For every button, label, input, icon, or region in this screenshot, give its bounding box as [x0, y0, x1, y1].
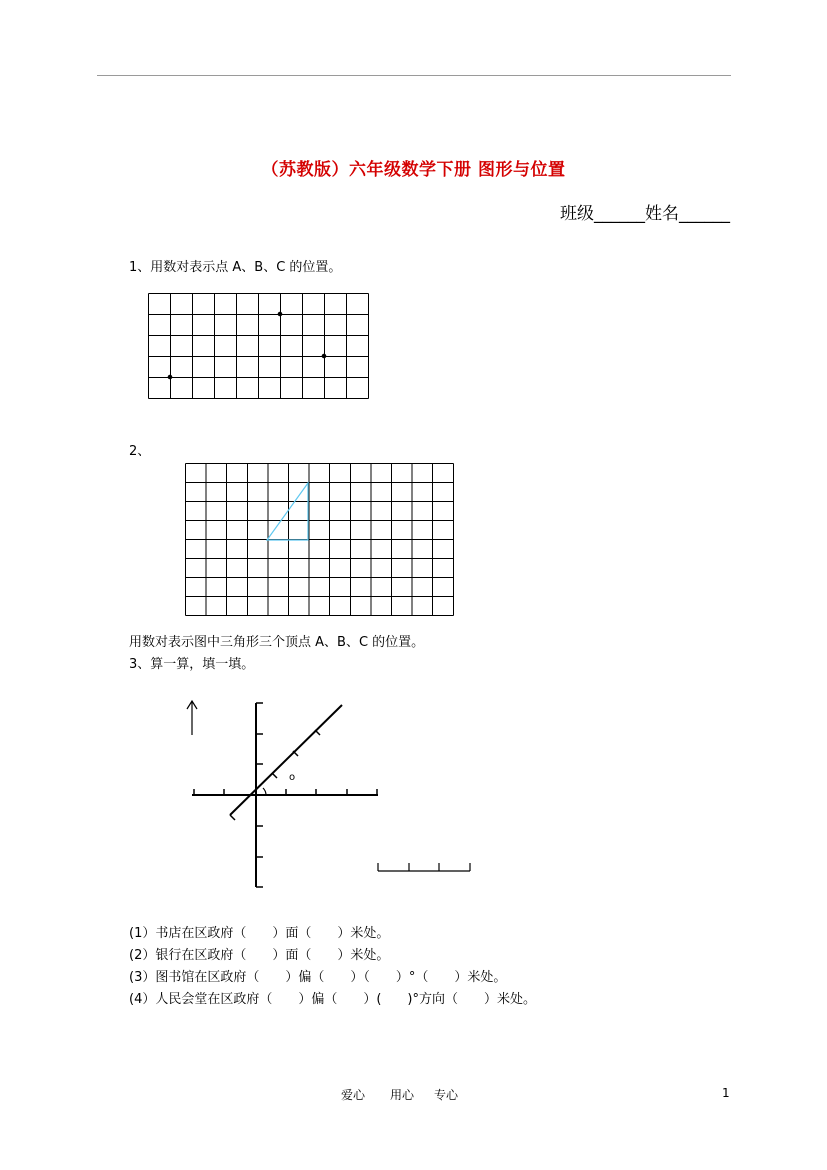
q3-direction-diagram — [180, 695, 480, 895]
footer-part-2: 用心 — [390, 1088, 415, 1102]
q2-grid — [185, 463, 455, 616]
question-3-item-2: (2）银行在区政府（ ）面（ ）米处。 — [129, 948, 390, 963]
q1-grid — [148, 293, 370, 399]
question-2-number: 2、 — [129, 444, 151, 459]
q1-point-2 — [322, 354, 327, 359]
page-number: 1 — [722, 1086, 730, 1100]
header-rule — [97, 75, 731, 76]
q1-point-3 — [168, 375, 173, 380]
q1-point-1 — [278, 312, 283, 317]
question-3-item-3: (3）图书馆在区政府（ ）偏（ ）（ ）°（ ）米处。 — [129, 970, 507, 985]
angle-arc — [263, 788, 266, 795]
diagonal-direction-line — [230, 705, 342, 815]
degree-mark: o — [289, 772, 296, 783]
footer-part-3: 专心 — [434, 1088, 459, 1102]
q2-triangle — [267, 483, 308, 540]
question-3-item-1: (1）书店在区政府（ ）面（ ）米处。 — [129, 926, 390, 941]
class-name-line: 班级______姓名______ — [560, 204, 730, 224]
question-3-item-4: (4）人民会堂在区政府（ ）偏（ ）( )°方向（ ）米处。 — [129, 992, 536, 1007]
page-title: （苏教版）六年级数学下册 图形与位置 — [261, 160, 566, 180]
footer-part-1: 爱心 — [341, 1088, 366, 1102]
diagonal-ticks — [230, 730, 320, 820]
question-2-text: 用数对表示图中三角形三个顶点 A、B、C 的位置。 — [129, 635, 425, 650]
scale-bar — [378, 863, 470, 871]
question-3-text: 3、算一算，填一填。 — [129, 657, 255, 672]
question-1-text: 1、用数对表示点 A、B、C 的位置。 — [129, 260, 342, 275]
